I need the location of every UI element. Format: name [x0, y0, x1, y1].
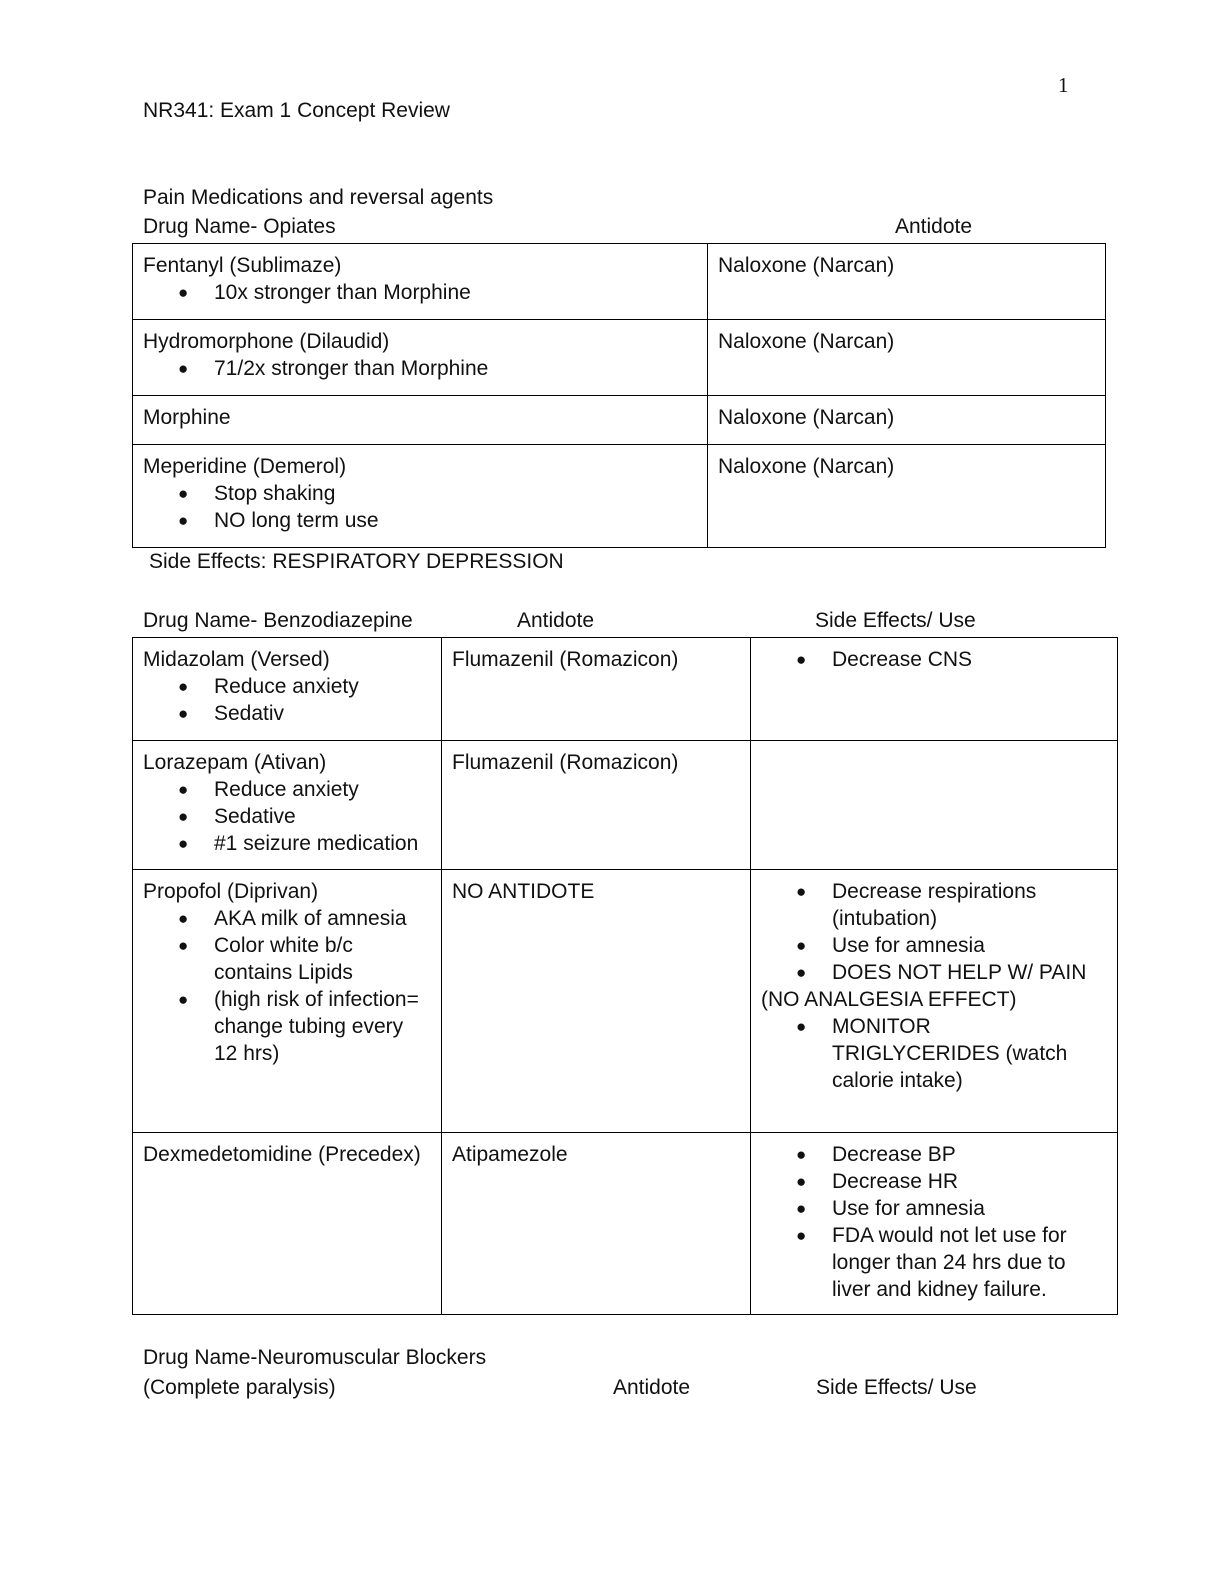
side-effect: ● DOES NOT HELP W/ PAIN	[761, 959, 1108, 986]
column-header-side-effects: Side Effects/ Use	[816, 1376, 977, 1399]
drug-note: ● NO long term use	[143, 507, 698, 534]
antidote-cell	[442, 1133, 751, 1315]
table-row	[133, 244, 1106, 320]
table-row	[133, 1133, 1118, 1315]
side-effect-continued: calorie intake)	[832, 1069, 963, 1092]
side-effects-cell	[751, 638, 1118, 741]
side-effects-cell	[751, 1133, 1118, 1315]
drug-cell	[133, 1133, 442, 1315]
column-header-drug: Drug Name-Neuromuscular Blockers	[143, 1346, 487, 1369]
drug-name: Hydromorphone (Dilaudid)	[143, 330, 390, 353]
drug-name: Dexmedetomidine (Precedex)	[143, 1143, 421, 1166]
side-effect-continued: liver and kidney failure.	[832, 1278, 1047, 1301]
column-header-antidote: Antidote	[517, 609, 595, 632]
benzodiazepine-table	[132, 637, 1118, 1315]
side-effect: ● Use for amnesia	[761, 1195, 1108, 1222]
column-header-drug: Drug Name- Benzodiazepine	[143, 609, 413, 632]
antidote-cell	[708, 244, 1106, 320]
drug-note: ● 71/2x stronger than Morphine	[143, 355, 698, 382]
antidote-cell	[708, 320, 1106, 396]
antidote-name: Naloxone (Narcan)	[718, 455, 895, 478]
column-header-antidote: Antidote	[613, 1376, 691, 1399]
drug-note-continued: 12 hrs)	[214, 1042, 280, 1065]
drug-note: ● Stop shaking	[143, 480, 698, 507]
column-header-side-effects: Side Effects/ Use	[815, 609, 976, 632]
antidote-name: Naloxone (Narcan)	[718, 254, 895, 277]
drug-cell	[133, 870, 442, 1133]
drug-name: Fentanyl (Sublimaze)	[143, 254, 342, 277]
drug-note: ● Sedativ	[143, 700, 432, 727]
drug-cell	[133, 445, 708, 548]
antidote-name: Flumazenil (Romazicon)	[452, 751, 679, 774]
side-effect-continued: (NO ANALGESIA EFFECT)	[761, 988, 1017, 1011]
table-row	[133, 741, 1118, 870]
side-effect-continued: TRIGLYCERIDES (watch	[832, 1042, 1068, 1065]
opiates-table	[132, 243, 1106, 548]
side-effects-cell	[751, 741, 1118, 870]
drug-note: ● Reduce anxiety	[143, 776, 432, 803]
side-effect: ● FDA would not let use for	[761, 1222, 1108, 1249]
section-heading: Pain Medications and reversal agents	[143, 186, 494, 209]
drug-cell	[133, 244, 708, 320]
document-title: NR341: Exam 1 Concept Review	[143, 99, 450, 122]
side-effects-cell	[751, 870, 1118, 1133]
drug-name: Lorazepam (Ativan)	[143, 751, 327, 774]
side-effect: ● Decrease BP	[761, 1141, 1108, 1168]
antidote-cell	[708, 396, 1106, 445]
drug-note: ● #1 seizure medication	[143, 830, 432, 857]
column-header-drug-subtitle: (Complete paralysis)	[143, 1376, 336, 1399]
drug-cell	[133, 320, 708, 396]
antidote-name: Naloxone (Narcan)	[718, 330, 895, 353]
side-effect: ● Decrease CNS	[761, 646, 1108, 673]
drug-name: Meperidine (Demerol)	[143, 455, 347, 478]
side-effect: ● Decrease HR	[761, 1168, 1108, 1195]
antidote-name: Naloxone (Narcan)	[718, 406, 895, 429]
antidote-cell	[708, 445, 1106, 548]
drug-name: Propofol (Diprivan)	[143, 880, 319, 903]
table-row	[133, 396, 1106, 445]
side-effect: ● MONITOR	[761, 1013, 1108, 1040]
drug-name: Morphine	[143, 406, 231, 429]
antidote-name: Atipamezole	[452, 1143, 568, 1166]
drug-cell	[133, 396, 708, 445]
side-effect: ● Decrease respirations	[761, 878, 1108, 905]
antidote-cell	[442, 741, 751, 870]
side-effect-continued: (intubation)	[832, 907, 938, 930]
table-row	[133, 638, 1118, 741]
side-effects-note: Side Effects: RESPIRATORY DEPRESSION	[149, 550, 564, 573]
antidote-name: NO ANTIDOTE	[452, 880, 595, 903]
drug-note: ● AKA milk of amnesia	[143, 905, 432, 932]
drug-note: ● Color white b/c	[143, 932, 432, 959]
antidote-cell	[442, 870, 751, 1133]
antidote-cell	[442, 638, 751, 741]
table-row	[133, 870, 1118, 1133]
side-effect-continued: longer than 24 hrs due to	[832, 1251, 1066, 1274]
side-effect: ● Use for amnesia	[761, 932, 1108, 959]
drug-note-continued: contains Lipids	[214, 961, 353, 984]
column-header-antidote: Antidote	[895, 215, 973, 238]
drug-note: ● 10x stronger than Morphine	[143, 279, 698, 306]
drug-name: Midazolam (Versed)	[143, 648, 330, 671]
column-header-drug: Drug Name- Opiates	[143, 215, 336, 238]
drug-cell	[133, 638, 442, 741]
antidote-name: Flumazenil (Romazicon)	[452, 648, 679, 671]
drug-note: ● Reduce anxiety	[143, 673, 432, 700]
table-row	[133, 320, 1106, 396]
page-number: 1	[1058, 73, 1069, 97]
table-row	[133, 445, 1106, 548]
drug-cell	[133, 741, 442, 870]
drug-note: ● Sedative	[143, 803, 432, 830]
drug-note: ● (high risk of infection=	[143, 986, 432, 1013]
drug-note-continued: change tubing every	[214, 1015, 404, 1038]
